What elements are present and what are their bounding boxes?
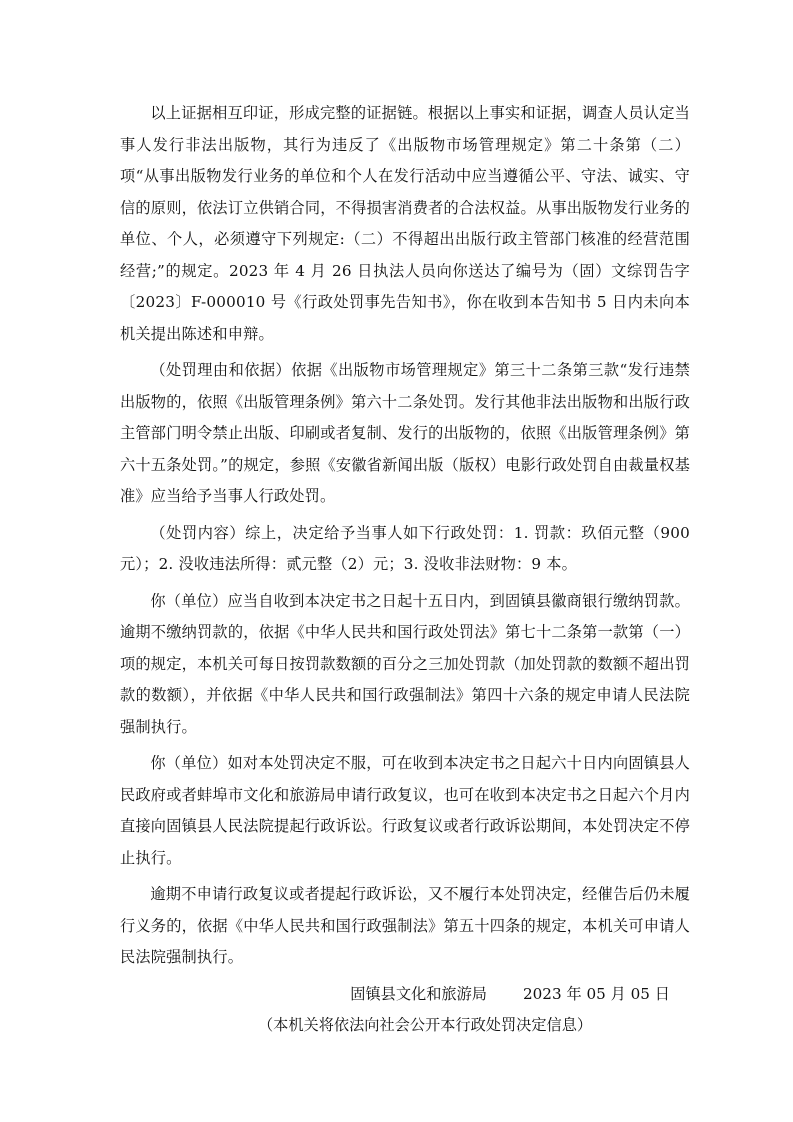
issuing-agency: 固镇县文化和旅游局 — [350, 984, 487, 1003]
signature-line — [120, 979, 690, 1011]
paragraph-penalty-basis: （处罚理由和依据）依据《出版物市场管理规定》第三十二条第三款“发行违禁出版物的，依照《出版管理条例》第六十二条处罚。发行其他非法出版物和出版行政主管部门明令禁止出版、印刷或者复制、发行的出版物的，依照《出版管理条例》第六十五条处罚。”的规定，参照《安徽省新闻出版（版权）电影行政处罚自由裁量权基准》应当给予当事人行政处罚。 — [120, 361, 690, 505]
paragraph-enforcement: 逾期不申请行政复议或者提起行政诉讼，又不履行本处罚决定，经催告后仍未履行义务的，依据《中华人民共和国行政强制法》第五十四条的规定，本机关可申请人民法院强制执行。 — [120, 885, 690, 966]
paragraph-penalty-content: （处罚内容）综上，决定给予当事人如下行政处罚：1. 罚款：玖佰元整（900 元）；2. 没收违法所得：贰元整（2）元；3. 没收非法财物：9 本。 — [120, 523, 690, 573]
paragraph-appeal: 你（单位）如对本处罚决定不服，可在收到本决定书之日起六十日内向固镇县人民政府或者蚌埠市文化和旅游局申请行政复议，也可在收到本决定书之日起六个月内直接向固镇县人民法院提起行政诉讼。行政复议或者行政诉讼期间，本处罚决定不停止执行。 — [120, 754, 690, 867]
issue-date: 2023 年 05 月 05 日 — [522, 984, 670, 1003]
paragraph-payment: 你（单位）应当自收到本决定书之日起十五日内，到固镇县徽商银行缴纳罚款。逾期不缴纳罚款的，依据《中华人民共和国行政处罚法》第七十二条第一款第（一）项的规定，本机关可每日按罚款数额的百分之三加处罚款（加处罚款的数额不超出罚款的数额），并依据《中华人民共和国行政强制法》第四十六条的规定申请人民法院强制执行。 — [120, 591, 690, 736]
document-body — [120, 98, 690, 1042]
disclosure-notice: （本机关将依法向社会公开本行政处罚决定信息） — [257, 1016, 593, 1034]
paragraph-evidence: 以上证据相互印证，形成完整的证据链。根据以上事实和证据，调查人员认定当事人发行非法出版物，其行为违反了《出版物市场管理规定》第二十条第（二）项“从事出版物发行业务的单位和个人在发行活动中应当遵循公平、守法、诚实、守信的原则，依法订立供销合同，不得损害消费者的合法权益。从事出版物发行业务的单位、个人，必须遵守下列规定:（二）不得超出出版行政主管部门核准的经营范围经营;”的规定。2023 年 4 月 26 日执法人员向你送达了编号为（固）文综罚告字〔2023〕F-000010 号《行政处罚事先告知书》，你在收到本告知书 5 日内未向本机关提出陈述和申辩。 — [120, 104, 690, 343]
